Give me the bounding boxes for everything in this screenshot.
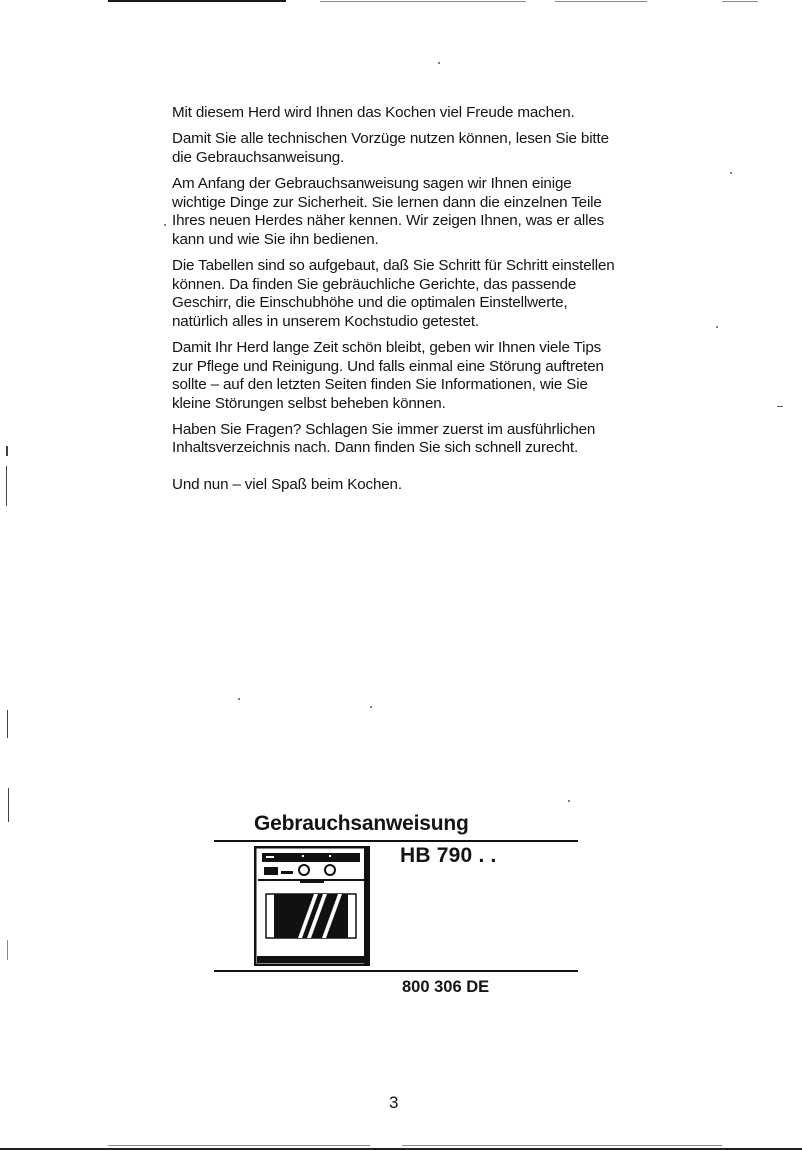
scan-edge-top — [108, 0, 286, 2]
scan-margin-mark — [6, 446, 8, 456]
manual-title: Gebrauchsanweisung — [254, 812, 469, 835]
scan-edge-bottom — [402, 1145, 722, 1146]
scan-edge-bottom — [108, 1145, 370, 1146]
scan-speck — [716, 326, 718, 328]
scan-edge-top — [320, 1, 526, 2]
model-number: HB 790 . . — [400, 844, 497, 867]
intro-text — [172, 104, 622, 502]
scan-margin-mark — [6, 466, 7, 506]
intro-paragraph-1: Mit diesem Herd wird Ihnen das Kochen viel Freude machen. — [172, 104, 575, 121]
scan-speck — [164, 224, 166, 226]
scan-margin-mark — [7, 710, 8, 738]
intro-paragraph-3: Am Anfang der Gebrauchsanweisung sagen wir Ihnen einige wichtige Dinge zur Sicherheit. Sie lernen dann die einzelnen Teile Ihres neuen Herdes näher kennen. Wir zeigen Ihnen, was er alles kann und wie Sie ihn bedienen. — [172, 174, 605, 248]
scan-speck — [730, 172, 732, 174]
scan-speck — [238, 698, 240, 700]
scan-margin-mark — [7, 940, 8, 960]
intro-closing: Und nun – viel Spaß beim Kochen. — [172, 476, 402, 494]
scan-speck — [438, 62, 440, 64]
title-rule — [214, 840, 578, 842]
bottom-rule — [214, 970, 578, 972]
scan-margin-mark — [8, 788, 9, 822]
order-number: 800 306 DE — [402, 978, 490, 996]
scan-edge-top — [722, 1, 758, 2]
scan-speck — [370, 706, 372, 708]
oven-front-icon — [254, 846, 370, 966]
intro-paragraph-5: Damit Ihr Herd lange Zeit schön bleibt, geben wir Ihnen viele Tips zur Pflege und Reinigung. Und falls einmal eine Störung auftreten sollte – auf den letzten Seiten finden Sie Informationen, wie Sie kleine Störungen selbst beheben können. — [172, 338, 604, 412]
intro-paragraph-2: Damit Sie alle technischen Vorzüge nutzen können, lesen Sie bitte die Gebrauchsanweisung. — [172, 130, 609, 166]
intro-paragraph-6: Haben Sie Fragen? Schlagen Sie immer zuerst im ausführlichen Inhaltsverzeichnis nach. Dann finden Sie sich schnell zurecht. — [172, 420, 596, 457]
intro-paragraph-4: Die Tabellen sind so aufgebaut, daß Sie Schritt für Schritt einstellen können. Da finden Sie gebräuchliche Gerichte, das passende Geschirr, die Einschubhöhe und die optimalen Einstellwerte, natürlich alles in unserem Kochstudio getestet. — [172, 256, 615, 330]
scan-speck — [568, 800, 570, 802]
scan-edge-top — [555, 1, 647, 2]
page-number: 3 — [389, 1093, 399, 1112]
scan-speck — [777, 406, 783, 407]
